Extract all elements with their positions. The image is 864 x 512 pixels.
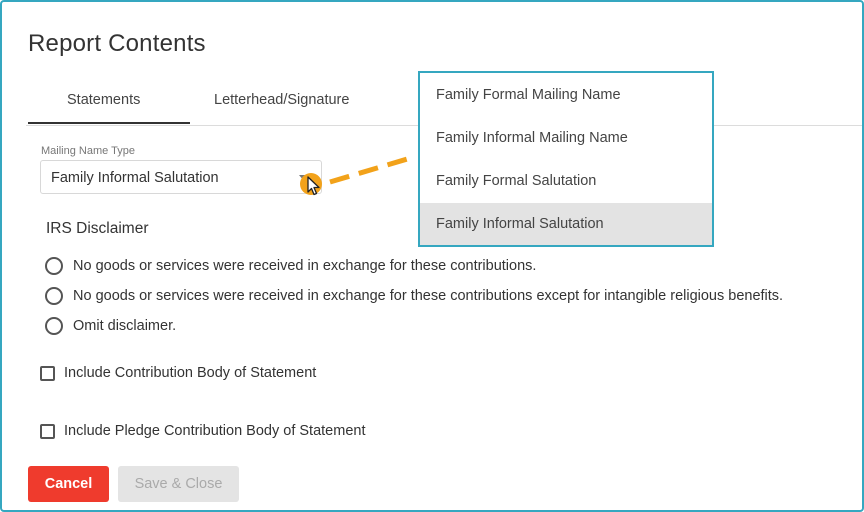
tab-letterhead-signature[interactable]: Letterhead/Signature [214,92,350,108]
mailing-name-type-select[interactable] [40,160,322,194]
radio-label[interactable]: Omit disclaimer. [73,318,177,334]
mailing-name-type-value: Family Informal Salutation [51,170,219,186]
pointer-cursor-icon [307,176,321,196]
radio-button[interactable] [45,287,63,305]
mailing-name-type-dropdown [418,71,714,247]
checkbox-label[interactable]: Include Contribution Body of Statement [64,365,317,381]
radio-label[interactable]: No goods or services were received in exchange for these contributions. [73,258,537,274]
dropdown-option[interactable]: Family Formal Mailing Name [436,87,621,103]
radio-button[interactable] [45,317,63,335]
dropdown-option-selected[interactable]: Family Informal Salutation [420,203,712,245]
radio-button[interactable] [45,257,63,275]
include-contribution-body-checkbox[interactable] [40,366,55,381]
dialog-title: Report Contents [28,30,206,57]
dropdown-option[interactable]: Family Formal Salutation [436,173,597,189]
tab-statements[interactable]: Statements [67,92,141,108]
irs-disclaimer-heading: IRS Disclaimer [46,220,149,237]
dashed-arrow-icon [322,152,422,192]
radio-label[interactable]: No goods or services were received in exchange for these contributions except for intangible religious benefits. [73,288,784,304]
include-pledge-body-checkbox[interactable] [40,424,55,439]
active-tab-indicator [28,122,190,124]
mailing-name-type-label: Mailing Name Type [41,145,135,157]
dropdown-option[interactable]: Family Informal Mailing Name [436,130,628,146]
cancel-button[interactable]: Cancel [28,466,109,502]
save-close-button[interactable]: Save & Close [118,466,239,502]
checkbox-label[interactable]: Include Pledge Contribution Body of Statement [64,423,366,439]
